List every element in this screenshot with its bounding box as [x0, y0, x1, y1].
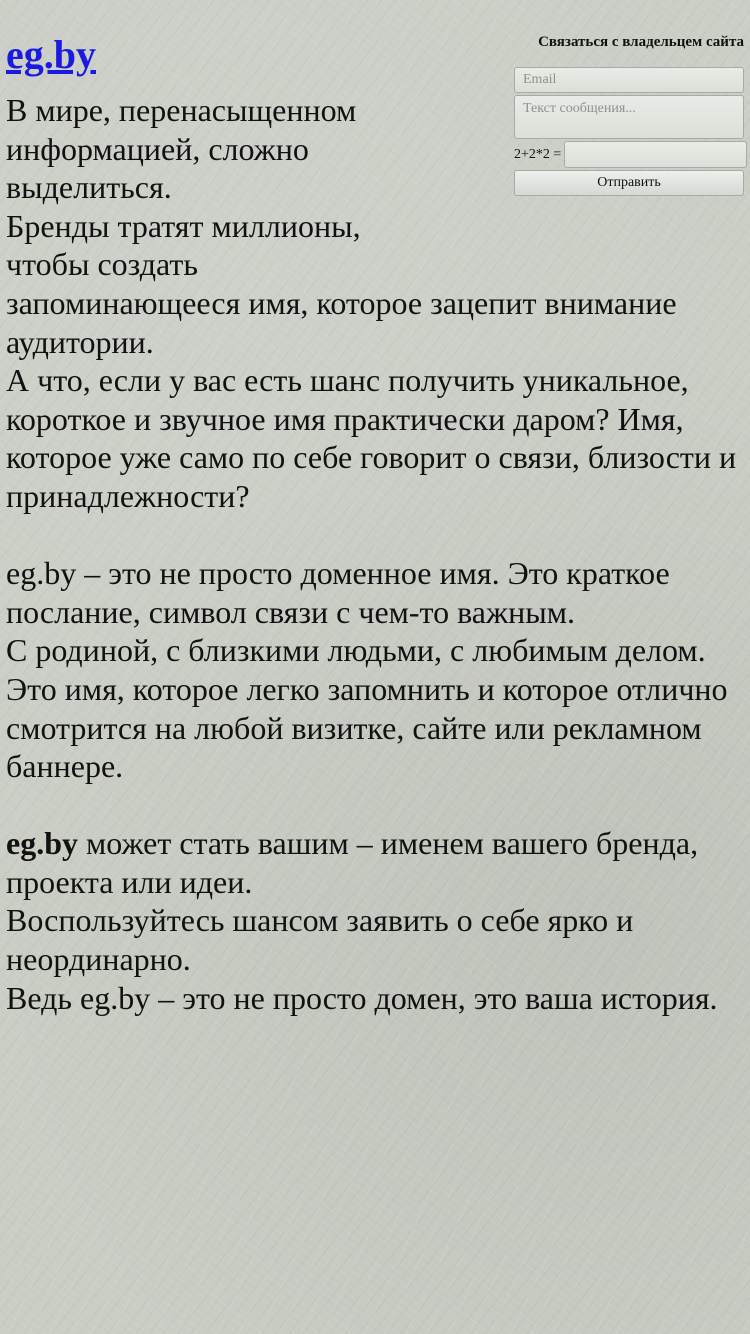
site-logo-link[interactable]: eg.by: [6, 32, 96, 77]
paragraph-gap: [6, 516, 746, 555]
intro-text: Бренды тратят миллионы, чтобы создать: [6, 207, 361, 283]
closing-text-rest: может стать вашим – именем вашего бренда, проекта или идеи.: [6, 825, 699, 900]
intro-text: А что, если у вас есть шанс получить уникальное, короткое и звучное имя практически даром? Имя, которое уже само по себе говорит о связи, близости и принадлежности?: [6, 362, 737, 514]
send-button[interactable]: Отправить: [514, 170, 744, 196]
captcha-label: 2+2*2 =: [514, 146, 562, 162]
paragraph-gap: [6, 786, 746, 825]
intro-text: В мире, перенасыщенном информацией, сложно выделиться.: [6, 92, 357, 206]
site-logo: [6, 32, 96, 78]
body-text: С родиной, с близкими людьми, с любимым делом.: [6, 632, 706, 669]
body-text: Это имя, которое легко запомнить и которое отлично смотрится на любой визитке, сайте или рекламном баннере.: [6, 670, 728, 785]
closing-text: Воспользуйтесь шансом заявить о себе ярко и неординарно.: [6, 902, 634, 978]
contact-title: Связаться с владельцем сайта: [538, 34, 744, 50]
closing-text: [6, 824, 746, 901]
brand-name: eg.by: [6, 825, 78, 862]
closing-text: Ведь eg.by – это не просто домен, это ваша история.: [6, 979, 718, 1016]
body-text: eg.by – это не просто доменное имя. Это краткое послание, символ связи с чем-то важным.: [6, 555, 670, 630]
intro-text: запоминающееся имя, которое зацепит внимание аудитории.: [6, 284, 677, 360]
email-field[interactable]: [514, 67, 744, 93]
main-content: [6, 91, 746, 1017]
